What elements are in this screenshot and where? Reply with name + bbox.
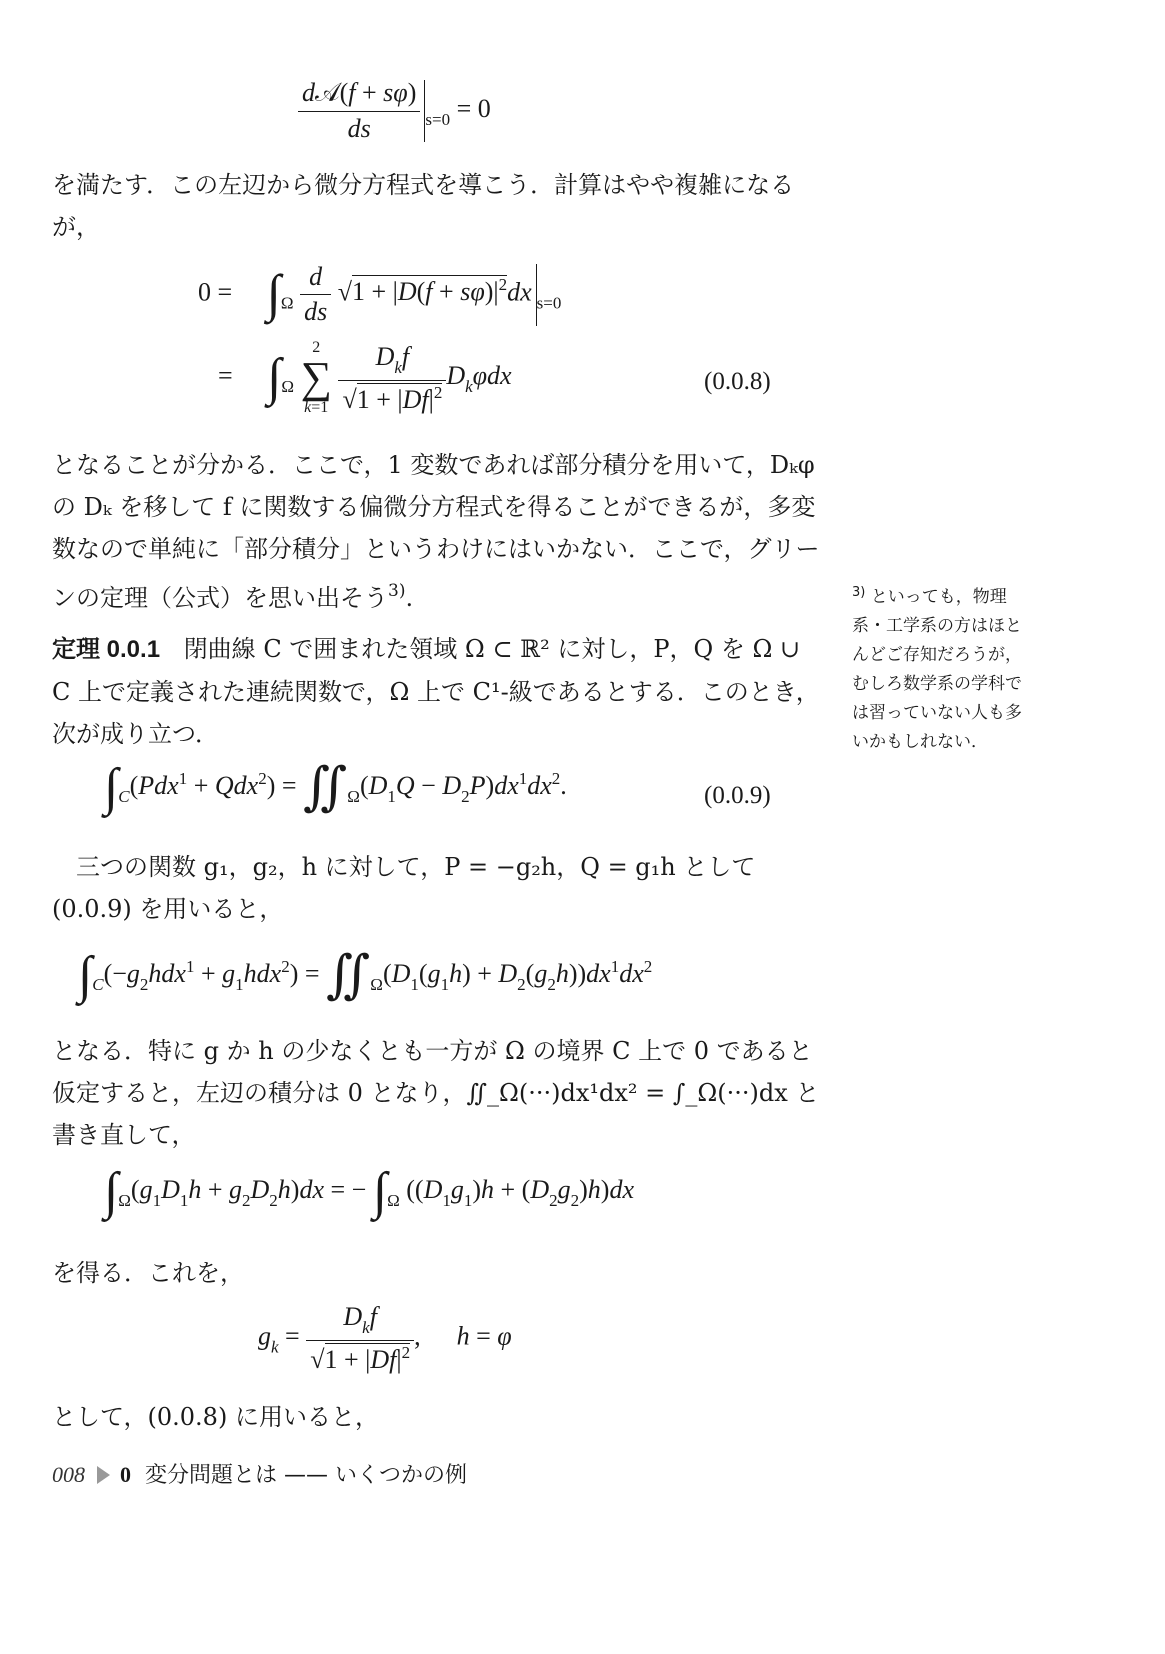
footnote-ref: 3)	[388, 581, 406, 601]
sidenote-mark: 3)	[852, 585, 866, 600]
paragraph-6: として，(0.0.8) に用いると，	[52, 1403, 379, 1431]
equation-number-0-0-9: (0.0.9)	[704, 782, 771, 809]
page-footer	[52, 1458, 467, 1489]
paragraph-2	[52, 444, 822, 619]
equation-green-gh: $\int_C(-g_2hdx^1 + g_1hdx^2)$ = $∬_\Omega(D_1(g_1h) + D_2(g_2h))dx^1dx^2$	[78, 947, 653, 1004]
paragraph-4: となる．特に g か h の少なくとも一方が Ω の境界 C 上で 0 であると仮定すると，左辺の積分は 0 となり，∬_Ω(···)dx¹dx² = ∫_Ω(···)dx と書き直して，	[52, 1037, 820, 1149]
paragraph-2-text: となることが分かる．ここで，1 変数であれば部分積分を用いて，Dₖφ の Dₖ を移して f に関数する偏微分方程式を得ることができるが，多変数なので単純に「部分積分」というわけにはいかない．ここで，グリーンの定理（公式）を思い出そう	[52, 451, 820, 612]
paragraph-5: を得る．これを，	[52, 1259, 244, 1287]
theorem-text: 閉曲線 C で囲まれた領域 Ω ⊂ ℝ² に対し，P，Q を Ω ∪ C 上で定義された連続関数で，Ω 上で C¹-級であるとする．このとき，次が成り立つ．	[52, 635, 820, 748]
theorem-label: 定理 0.0.1	[52, 636, 161, 663]
theorem-0-0-1	[52, 628, 822, 755]
equals-zero: = 0	[456, 93, 491, 123]
triangle-icon	[97, 1466, 110, 1484]
equation-first-variation: $\frac{\text{d𝒜(f + sφ)}}{ds}$ $_{s=0}$ = 0	[298, 78, 491, 144]
equation-0-0-8-line-1: $0 = \int_\Omega$ $\frac{d}{ds}$ $√1 + |D(f + s\varphi)|^2dx$ $_{s=0}$	[198, 262, 562, 326]
chapter-number: 0	[120, 1462, 131, 1487]
eval-subscript-2: s=0	[536, 293, 562, 313]
sidenote-3	[852, 578, 1024, 757]
eval-subscript: s=0	[425, 109, 451, 129]
equation-integration-by-parts: $\int_\Omega(g_1D_1h + g_2D_2h)dx$ = − $\int_\Omega$ $((D_1g_1)h + (D_2g_2)h)dx$	[104, 1163, 635, 1220]
chapter-title: 変分問題とは —— いくつかの例	[145, 1463, 467, 1488]
equation-gk-h: $g_k$ = $\frac{D_kf}{√1 + |Df|^2}$ , h = φ	[258, 1302, 512, 1374]
lhs-zero: 0 =	[198, 277, 233, 307]
page-number: 008	[52, 1462, 85, 1487]
paragraph-3: 三つの関数 g₁，g₂，h に対して，P = −g₂h，Q = g₁h として (0.0.9) を用いると，	[52, 853, 756, 923]
paragraph-2-end: .	[405, 584, 414, 612]
equation-0-0-8-line-2: = $\int_\Omega$ 2 ∑ k=1 $\frac{D_kf}{√1 + |Df|^2}$ $D_k\varphi dx$	[218, 339, 512, 416]
equals-sign: =	[218, 360, 233, 390]
paragraph-1: を満たす．この左辺から微分方程式を導こう．計算はやや複雑になるが，	[52, 171, 795, 241]
equation-0-0-9: $\int_C(Pdx^1 + Qdx^2)$ = $∬_\Omega(D_1Q - D_2P)dx^1dx^2$.	[104, 759, 567, 816]
sidenote-text: といっても，物理系・工学系の方はほとんどご存知だろうが，むしろ数学系の学科では習っていない人も多いかもしれない．	[852, 587, 1022, 752]
equation-number-0-0-8: (0.0.8)	[704, 368, 771, 395]
